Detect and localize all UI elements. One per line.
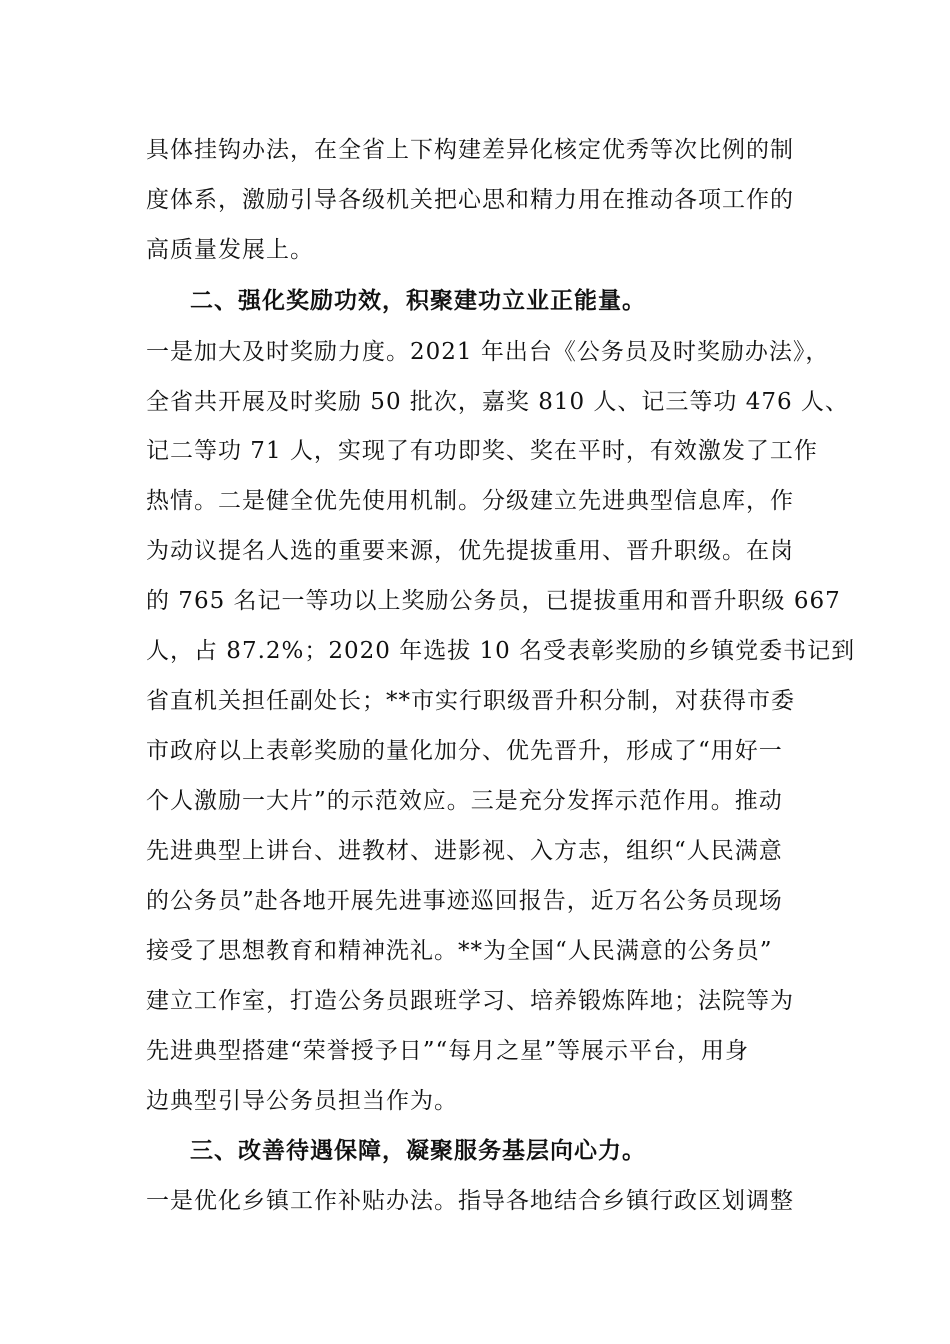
body-line: 的 765 名记一等功以上奖励公务员，已提拔重用和晋升职级 667 [146,588,841,614]
body-line: 记二等功 71 人，实现了有功即奖、奖在平时，有效激发了工作 [146,438,818,464]
body-line: 先进典型搭建“荣誉授予日”“每月之星”等展示平台，用身 [146,1038,750,1064]
body-line: 热情。二是健全优先使用机制。分级建立先进典型信息库，作 [146,488,794,514]
body-line: 度体系，激励引导各级机关把心思和精力用在推动各项工作的 [146,187,794,213]
body-line: 人，占 87.2%；2020 年选拔 10 名受表彰奖励的乡镇党委书记到 [146,638,856,664]
body-line: 为动议提名人选的重要来源，优先提拔重用、晋升职级。在岗 [146,538,794,564]
section-heading: 三、改善待遇保障，凝聚服务基层向心力。 [190,1137,646,1164]
body-line: 省直机关担任副处长；**市实行职级晋升积分制，对获得市委 [146,688,795,714]
body-line: 接受了思想教育和精神洗礼。**为全国“人民满意的公务员” [146,938,773,964]
body-line: 一是加大及时奖励力度。2021 年出台《公务员及时奖励办法》， [146,339,830,365]
body-line: 市政府以上表彰奖励的量化加分、优先晋升，形成了“用好一 [146,738,783,764]
body-line: 先进典型上讲台、进教材、进影视、入方志，组织“人民满意 [146,838,783,864]
body-line: 边典型引导公务员担当作为。 [146,1088,458,1114]
section-heading: 二、强化奖励功效，积聚建功立业正能量。 [190,287,646,314]
body-line: 高质量发展上。 [146,237,314,263]
body-line: 建立工作室，打造公务员跟班学习、培养锻炼阵地；法院等为 [146,988,794,1014]
body-line: 全省共开展及时奖励 50 批次，嘉奖 810 人、记三等功 476 人、 [146,389,849,415]
body-line: 具体挂钩办法，在全省上下构建差异化核定优秀等次比例的制 [146,137,794,163]
body-line: 一是优化乡镇工作补贴办法。指导各地结合乡镇行政区划调整 [146,1188,794,1214]
body-line: 的公务员”赴各地开展先进事迹巡回报告，近万名公务员现场 [146,888,783,914]
body-line: 个人激励一大片”的示范效应。三是充分发挥示范作用。推动 [146,788,783,814]
